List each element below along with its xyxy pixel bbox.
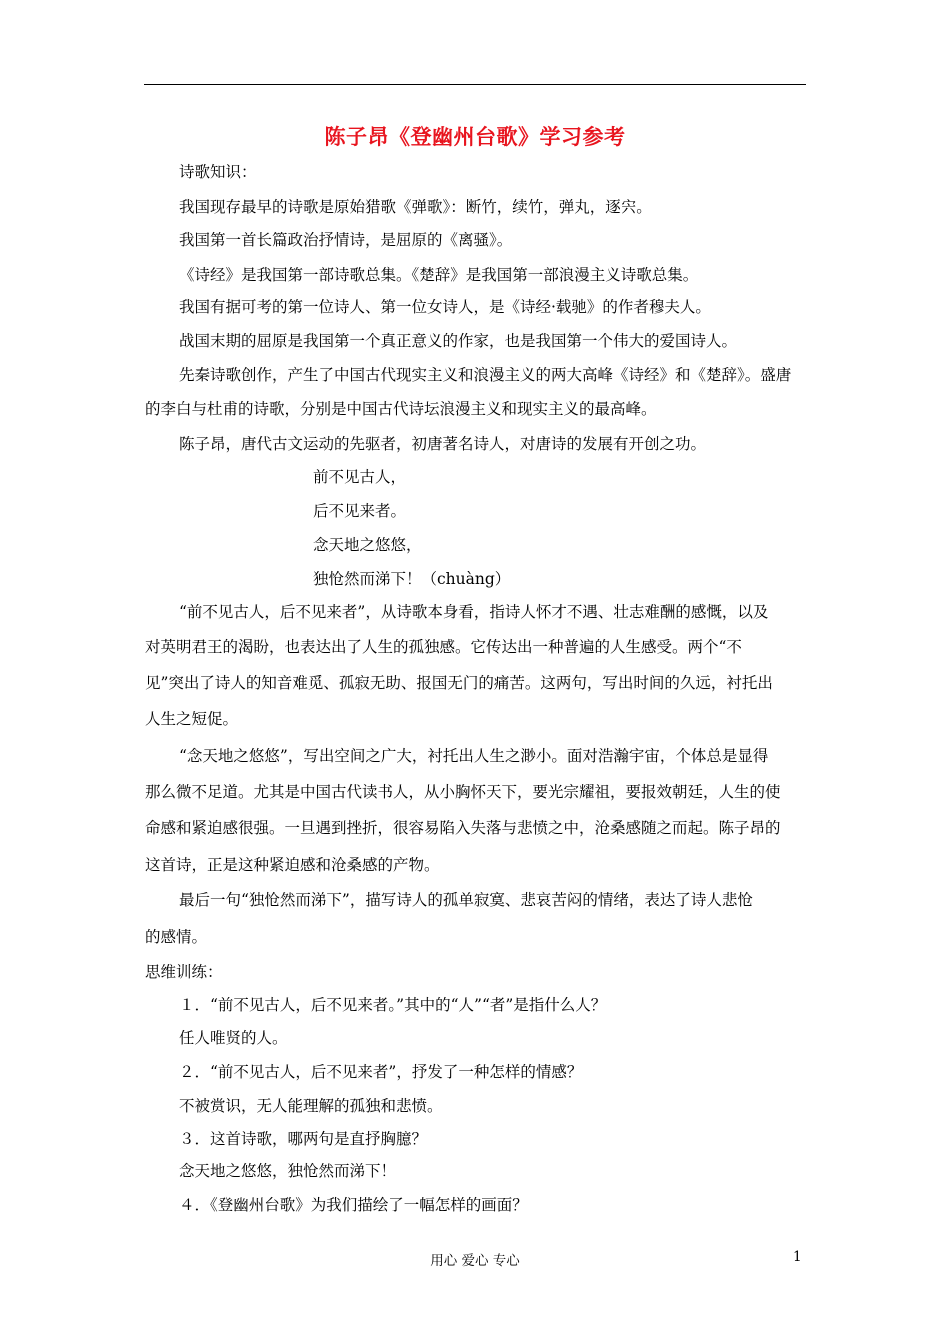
poem-line: 后不见来者。 <box>313 502 407 520</box>
paragraph-line: 对英明君王的渴盼，也表达出了人生的孤独感。它传达出一种普遍的人生感受。两个“不 <box>145 638 742 656</box>
paragraph-line: 命感和紧迫感很强。一旦遇到挫折，很容易陷入失落与悲愤之中，沧桑感随之而起。陈子昂的 <box>145 819 781 837</box>
question-1: １．“前不见古人，后不见来者。”其中的“人”“者”是指什么人？ <box>179 996 607 1014</box>
paragraph-line: 我国第一首长篇政治抒情诗，是屈原的《离骚》。 <box>179 231 513 249</box>
paragraph-line: 先秦诗歌创作，产生了中国古代现实主义和浪漫主义的两大高峰《诗经》和《楚辞》。盛唐 <box>179 366 792 384</box>
paragraph-line: 我国有据可考的第一位诗人、第一位女诗人，是《诗经·载驰》的作者穆夫人。 <box>179 298 711 316</box>
answer-2: 不被赏识，无人能理解的孤独和悲愤。 <box>179 1097 443 1115</box>
footer-motto: 用心 爱心 专心 <box>430 1253 520 1269</box>
paragraph-line: “念天地之悠悠”，写出空间之广大，衬托出人生之渺小。面对浩瀚宇宙，个体总是显得 <box>179 747 769 765</box>
paragraph-line: 我国现存最早的诗歌是原始猎歌《弹歌》：断竹，续竹，弹丸，逐宍。 <box>179 198 652 216</box>
paragraph-line: 的感情。 <box>145 928 208 946</box>
page-number: 1 <box>793 1249 802 1265</box>
section-heading-thinking-exercises: 思维训练： <box>145 963 223 981</box>
paragraph-line: 这首诗，正是这种紧迫感和沧桑感的产物。 <box>145 856 440 874</box>
paragraph-line: 的李白与杜甫的诗歌，分别是中国古代诗坛浪漫主义和现实主义的最高峰。 <box>145 400 657 418</box>
question-2: ２．“前不见古人，后不见来者”，抒发了一种怎样的情感？ <box>179 1063 583 1081</box>
poem-line: 念天地之悠悠， <box>313 536 422 554</box>
paragraph-line: 《诗经》是我国第一部诗歌总集。《楚辞》是我国第一部浪漫主义诗歌总集。 <box>179 266 699 284</box>
paragraph-line: 那么微不足道。尤其是中国古代读书人，从小胸怀天下，要光宗耀祖，要报效朝廷，人生的使 <box>145 783 781 801</box>
paragraph-line: 见”突出了诗人的知音难觅、孤寂无助、报国无门的痛苦。这两句，写出时间的久远，衬托出 <box>145 674 773 692</box>
answer-3: 念天地之悠悠，独怆然而涕下！ <box>179 1162 397 1180</box>
paragraph-line: 最后一句“独怆然而涕下”，描写诗人的孤单寂寞、悲哀苦闷的情绪，表达了诗人悲怆 <box>179 891 753 909</box>
paragraph-line: 陈子昂，唐代古文运动的先驱者，初唐著名诗人，对唐诗的发展有开创之功。 <box>179 435 707 453</box>
paragraph-line: “前不见古人，后不见来者”，从诗歌本身看，指诗人怀才不遇、壮志难酬的感慨，以及 <box>179 603 769 621</box>
answer-1: 任人唯贤的人。 <box>179 1029 288 1047</box>
header-rule <box>144 84 806 85</box>
poem-line: 前不见古人， <box>313 468 407 486</box>
section-heading-poetry-knowledge: 诗歌知识： <box>179 163 257 181</box>
question-4: ４．《登幽州台歌》为我们描绘了一幅怎样的画面？ <box>179 1196 528 1214</box>
paragraph-line: 人生之短促。 <box>145 710 239 728</box>
paragraph-line: 战国末期的屈原是我国第一个真正意义的作家，也是我国第一个伟大的爱国诗人。 <box>179 332 738 350</box>
poem-line: 独怆然而涕下！（chuàng） <box>313 570 511 588</box>
question-3: ３．这首诗歌，哪两句是直抒胸臆？ <box>179 1130 428 1148</box>
document-title: 陈子昂《登幽州台歌》学习参考 <box>324 124 626 149</box>
